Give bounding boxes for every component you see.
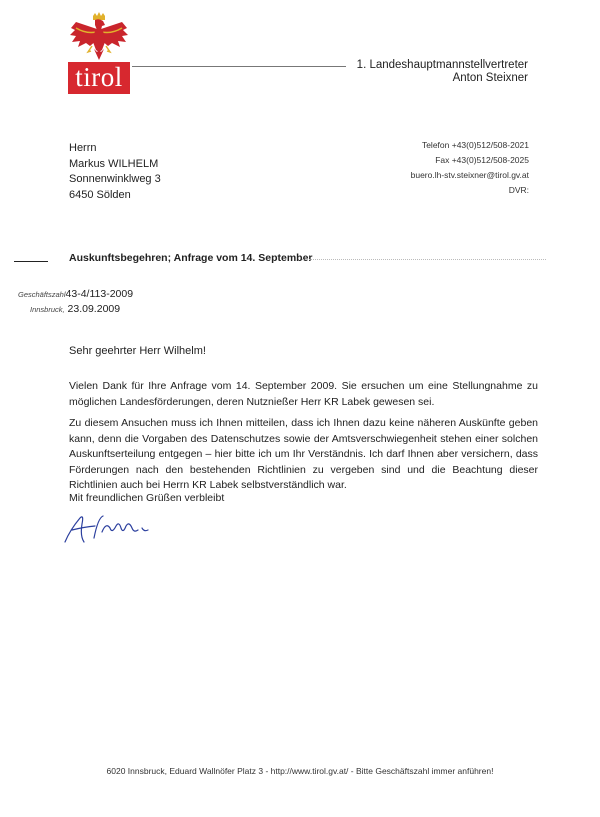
contact-fax: Fax +43(0)512/508-2025 xyxy=(435,155,529,165)
reference-row xyxy=(18,288,133,300)
letter-closing: Mit freundlichen Grüßen verbleibt xyxy=(69,492,225,504)
letter-subject: Auskunftsbegehren; Anfrage vom 14. September xyxy=(69,252,313,264)
letter-footer: 6020 Innsbruck, Eduard Wallnöfer Platz 3 - http://www.tirol.gv.at/ - Bitte Geschäftszahl immer anführen! xyxy=(106,766,494,776)
recipient-city: 6450 Sölden xyxy=(69,188,131,201)
letter-salutation: Sehr geehrter Herr Wilhelm! xyxy=(69,345,206,357)
sender-contact xyxy=(360,138,529,198)
eagle-coat-of-arms-icon xyxy=(68,12,130,62)
letter-paragraph-2: Zu diesem Ansuchen muss ich Ihnen mitteilen, dass ich Ihnen dazu keine näheren Auskünfte geben kann, denn die Vorgaben des Datenschutzes sowie der Amtsverschwiegenheit stehen einer solchen Auskunftserteilung entgegen – hier bitte ich um Ihr Verständnis. Ich darf Ihnen aber versichern, dass Förderungen nach den bestehenden Richtlinien zu vergeben sind und die Beachtung dieser Richtlinien auch bei Herrn KR Labek selbstverständlich war. xyxy=(69,417,538,492)
recipient-address xyxy=(69,141,161,203)
tirol-logo xyxy=(68,12,130,94)
contact-dvr: DVR: xyxy=(508,185,529,195)
letter-paragraph-1: Vielen Dank für Ihre Anfrage vom 14. September 2009. Sie ersuchen um eine Stellungnahme zu möglichen Landesförderungen, deren Nutznießer Herr KR Labek gewesen sei. xyxy=(69,380,538,408)
recipient-salutation: Herrn xyxy=(69,142,97,154)
office-title: 1. Landeshauptmannstellvertreter xyxy=(356,59,528,71)
recipient-name: Markus WILHELM xyxy=(69,157,159,170)
date-row xyxy=(30,303,120,315)
contact-phone: Telefon +43(0)512/508-2021 xyxy=(421,140,529,150)
place-label: Innsbruck, xyxy=(30,305,65,314)
date-value: 23.09.2009 xyxy=(67,303,121,315)
contact-email: buero.lh-stv.steixner@tirol.gv.at xyxy=(410,170,529,180)
subject-rule xyxy=(302,259,546,260)
logo-wordmark: tirol xyxy=(68,62,130,94)
reference-value: 43-4/113-2009 xyxy=(65,288,134,300)
recipient-street: Sonnenwinklweg 3 xyxy=(69,173,161,185)
fold-mark xyxy=(14,261,48,262)
sender-office xyxy=(300,59,528,85)
handwritten-signature xyxy=(62,508,162,548)
office-name: Anton Steixner xyxy=(452,72,528,84)
reference-label: Geschäftszahl xyxy=(18,290,66,299)
